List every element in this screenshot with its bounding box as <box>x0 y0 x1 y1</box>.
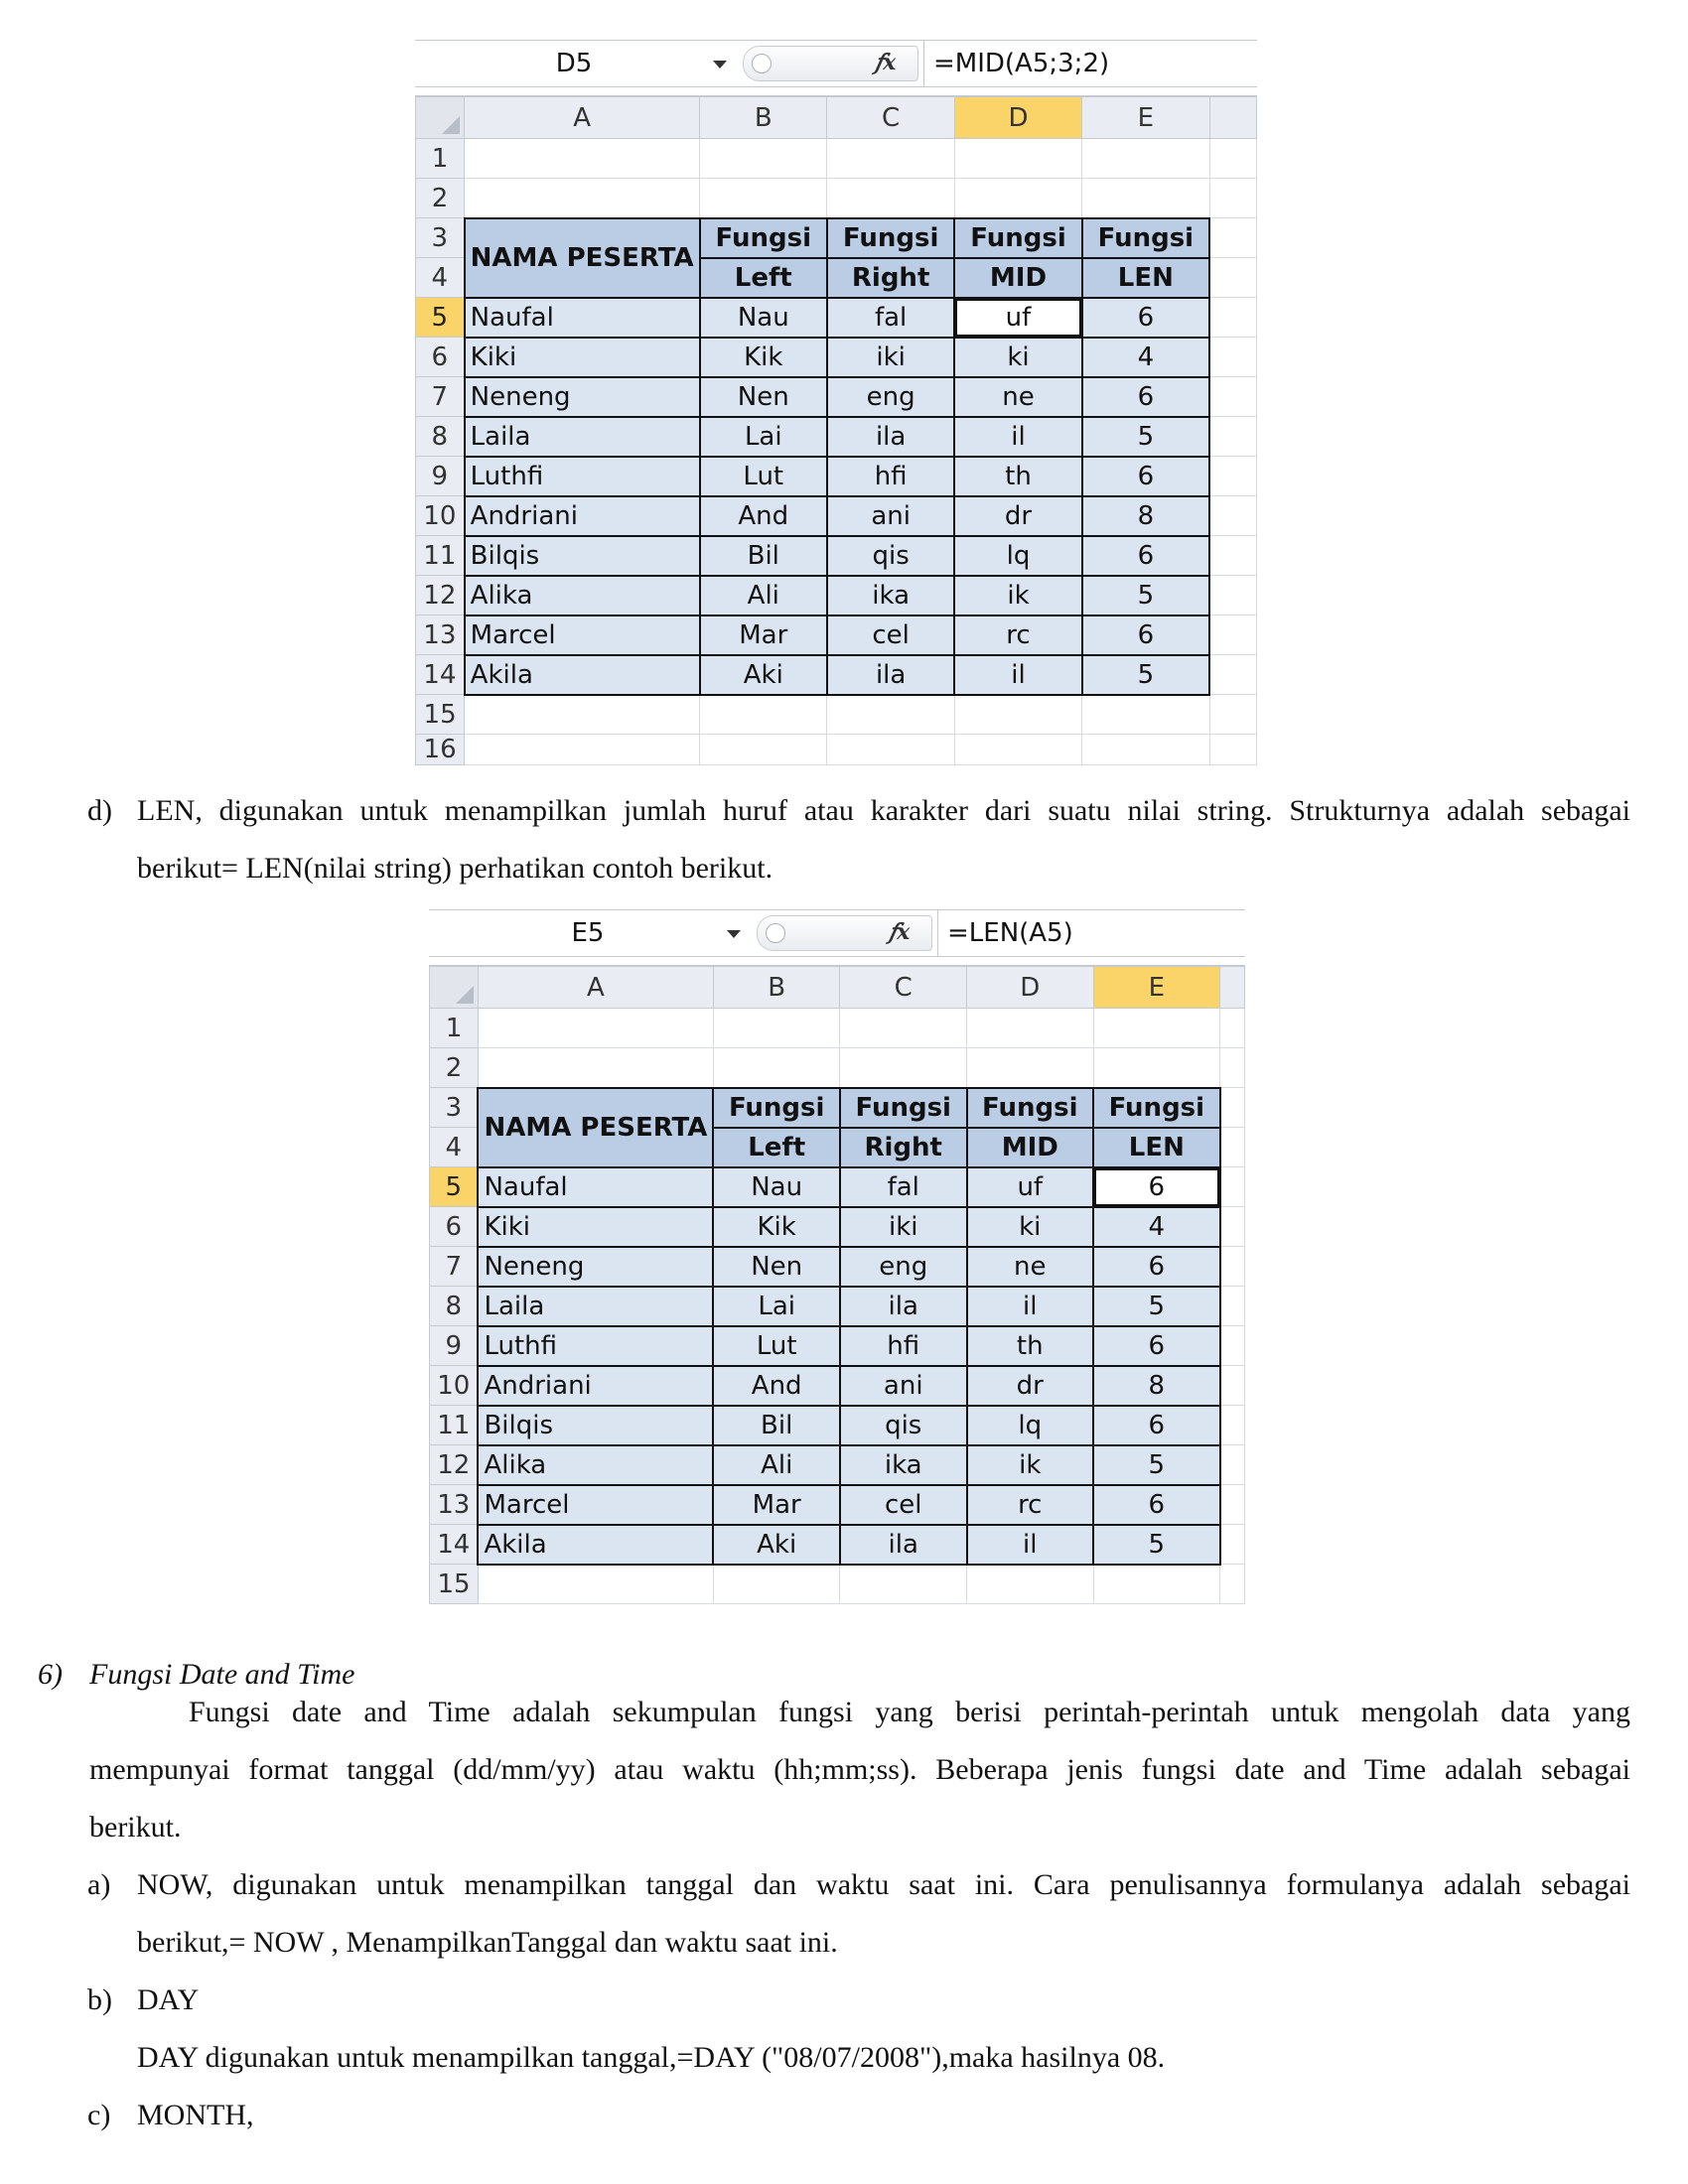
row-header-5[interactable]: 5 <box>430 1167 479 1207</box>
empty-cell[interactable] <box>1220 1088 1245 1128</box>
row-header-14[interactable]: 14 <box>416 655 465 695</box>
column-header-spacer <box>1209 97 1256 139</box>
empty-cell[interactable] <box>713 1048 840 1088</box>
formula-bar-controls <box>757 915 932 951</box>
result-cell[interactable]: Ali <box>713 1445 840 1485</box>
empty-cell[interactable] <box>840 1048 967 1088</box>
participant-name-cell[interactable]: Andriani <box>478 1366 713 1406</box>
empty-cell[interactable] <box>967 1565 1094 1604</box>
empty-cell[interactable] <box>478 1048 713 1088</box>
name-box[interactable]: D5 <box>555 49 593 78</box>
result-cell[interactable]: 6 <box>1093 1406 1220 1445</box>
header-fungsi[interactable]: Fungsi <box>1082 218 1209 258</box>
empty-cell[interactable] <box>700 139 827 179</box>
result-cell[interactable]: Aki <box>713 1525 840 1565</box>
empty-cell[interactable] <box>1209 615 1256 655</box>
formula-bar-controls <box>743 46 918 81</box>
result-cell[interactable]: ika <box>827 576 954 615</box>
empty-cell[interactable] <box>827 735 954 765</box>
empty-cell[interactable] <box>827 695 954 735</box>
result-cell[interactable]: 8 <box>1093 1366 1220 1406</box>
row-header-4[interactable]: 4 <box>430 1128 479 1167</box>
row-header-16[interactable]: 16 <box>416 735 465 765</box>
participant-name-cell[interactable]: Naufal <box>478 1167 713 1207</box>
result-cell[interactable]: ne <box>954 377 1081 417</box>
result-cell[interactable]: ani <box>840 1366 967 1406</box>
result-cell[interactable]: And <box>713 1366 840 1406</box>
column-header-e[interactable]: E <box>1082 97 1209 139</box>
empty-cell[interactable] <box>1220 1009 1245 1048</box>
result-cell[interactable]: 6 <box>1082 457 1209 496</box>
participant-name-cell[interactable]: Akila <box>478 1525 713 1565</box>
empty-cell[interactable] <box>1220 1445 1245 1485</box>
row-header-2[interactable]: 2 <box>430 1048 479 1088</box>
empty-cell[interactable] <box>840 1009 967 1048</box>
result-cell[interactable]: 5 <box>1093 1525 1220 1565</box>
header-fungsi[interactable]: Fungsi <box>1093 1088 1220 1128</box>
column-header-c[interactable]: C <box>827 97 954 139</box>
result-cell[interactable]: And <box>700 496 827 536</box>
result-cell[interactable]: ki <box>954 338 1081 377</box>
participant-name-cell[interactable]: Laila <box>465 417 700 457</box>
empty-cell[interactable] <box>827 139 954 179</box>
result-cell[interactable]: 6 <box>1093 1247 1220 1287</box>
empty-cell[interactable] <box>1209 655 1256 695</box>
empty-cell[interactable] <box>1082 139 1209 179</box>
column-header-a[interactable]: A <box>478 967 713 1009</box>
column-header-b[interactable]: B <box>700 97 827 139</box>
result-cell[interactable]: ila <box>840 1287 967 1326</box>
result-cell[interactable]: Aki <box>700 655 827 695</box>
result-cell[interactable]: 6 <box>1082 615 1209 655</box>
row-header-13[interactable]: 13 <box>416 615 465 655</box>
participant-name-cell[interactable]: Neneng <box>465 377 700 417</box>
empty-cell[interactable] <box>967 1048 1094 1088</box>
fx-icon[interactable]: 𝑓x <box>889 919 911 945</box>
header-fungsi[interactable]: Fungsi <box>713 1088 840 1128</box>
empty-cell[interactable] <box>1220 1287 1245 1326</box>
empty-cell[interactable] <box>1220 1326 1245 1366</box>
result-cell[interactable]: Bil <box>700 536 827 576</box>
header-nama-peserta[interactable]: NAMA PESERTA <box>478 1088 713 1167</box>
result-cell[interactable]: Kik <box>700 338 827 377</box>
result-cell[interactable]: Nau <box>713 1167 840 1207</box>
participant-name-cell[interactable]: Luthfi <box>465 457 700 496</box>
result-cell[interactable]: Nen <box>700 377 827 417</box>
row-header-15[interactable]: 15 <box>430 1565 479 1604</box>
result-cell[interactable]: il <box>954 417 1081 457</box>
participant-name-cell[interactable]: Marcel <box>478 1485 713 1525</box>
result-cell[interactable]: Lut <box>713 1326 840 1366</box>
participant-name-cell[interactable]: Akila <box>465 655 700 695</box>
participant-name-cell[interactable]: Luthfi <box>478 1326 713 1366</box>
row-header-1[interactable]: 1 <box>430 1009 479 1048</box>
participant-name-cell[interactable]: Laila <box>478 1287 713 1326</box>
result-cell[interactable]: Bil <box>713 1406 840 1445</box>
row-header-9[interactable]: 9 <box>416 457 465 496</box>
participant-name-cell[interactable]: Marcel <box>465 615 700 655</box>
row-header-14[interactable]: 14 <box>430 1525 479 1565</box>
result-cell[interactable]: hfi <box>827 457 954 496</box>
empty-cell[interactable] <box>1209 258 1256 298</box>
result-cell[interactable]: Lut <box>700 457 827 496</box>
result-cell[interactable]: ani <box>827 496 954 536</box>
column-header-spacer <box>1220 967 1245 1009</box>
header-fungsi[interactable]: Fungsi <box>840 1088 967 1128</box>
participant-name-cell[interactable]: Alika <box>478 1445 713 1485</box>
formula-bar <box>415 40 1257 87</box>
empty-cell[interactable] <box>1220 1247 1245 1287</box>
result-cell[interactable]: ila <box>827 417 954 457</box>
empty-cell[interactable] <box>700 735 827 765</box>
result-cell[interactable]: 8 <box>1082 496 1209 536</box>
empty-cell[interactable] <box>1082 735 1209 765</box>
participant-name-cell[interactable]: Naufal <box>465 298 700 338</box>
empty-cell[interactable] <box>1209 179 1256 218</box>
day-description: DAY digunakan untuk menampilkan tanggal,=DAY ("08/07/2008"),maka hasilnya 08. <box>137 2041 1166 2074</box>
row-header-8[interactable]: 8 <box>430 1287 479 1326</box>
result-cell[interactable]: dr <box>967 1366 1094 1406</box>
result-cell[interactable]: 5 <box>1093 1287 1220 1326</box>
result-cell[interactable]: Kik <box>713 1207 840 1247</box>
result-cell[interactable]: iki <box>827 338 954 377</box>
column-header-e[interactable]: E <box>1093 967 1220 1009</box>
row-header-3[interactable]: 3 <box>430 1088 479 1128</box>
result-cell[interactable]: Ali <box>700 576 827 615</box>
empty-cell[interactable] <box>1209 457 1256 496</box>
result-cell[interactable]: 5 <box>1082 655 1209 695</box>
row-header-11[interactable]: 11 <box>430 1406 479 1445</box>
empty-cell[interactable] <box>700 695 827 735</box>
list-label-a: a) <box>87 1868 111 1901</box>
participant-name-cell[interactable]: Bilqis <box>478 1406 713 1445</box>
row-header-8[interactable]: 8 <box>416 417 465 457</box>
chevron-down-icon[interactable] <box>727 930 741 938</box>
result-cell[interactable]: 6 <box>1093 1485 1220 1525</box>
result-cell[interactable]: rc <box>967 1485 1094 1525</box>
empty-cell[interactable] <box>1220 1525 1245 1565</box>
result-cell[interactable]: ne <box>967 1247 1094 1287</box>
now-description-line2: berikut,= NOW , MenampilkanTanggal dan waktu saat ini. <box>137 1926 838 1959</box>
empty-cell[interactable] <box>827 179 954 218</box>
header-function-name[interactable]: Left <box>713 1128 840 1167</box>
select-all-corner[interactable] <box>416 97 465 139</box>
participant-name-cell[interactable]: Andriani <box>465 496 700 536</box>
row-header-13[interactable]: 13 <box>430 1485 479 1525</box>
empty-cell[interactable] <box>1209 536 1256 576</box>
result-cell[interactable]: 5 <box>1082 576 1209 615</box>
result-cell[interactable]: qis <box>840 1406 967 1445</box>
empty-cell[interactable] <box>713 1009 840 1048</box>
result-cell[interactable]: Lai <box>713 1287 840 1326</box>
empty-cell[interactable] <box>1082 179 1209 218</box>
row-header-5[interactable]: 5 <box>416 298 465 338</box>
excel-screenshot-len <box>429 909 1245 1604</box>
empty-cell[interactable] <box>1220 1128 1245 1167</box>
row-header-6[interactable]: 6 <box>430 1207 479 1247</box>
empty-cell[interactable] <box>478 1009 713 1048</box>
section-number: 6) <box>38 1658 63 1691</box>
column-header-d[interactable]: D <box>954 97 1081 139</box>
result-cell[interactable]: cel <box>840 1485 967 1525</box>
result-cell[interactable]: 6 <box>1093 1167 1220 1207</box>
result-cell[interactable]: 5 <box>1082 417 1209 457</box>
result-cell[interactable]: ik <box>967 1445 1094 1485</box>
fx-icon[interactable]: 𝑓x <box>875 50 897 75</box>
len-description-line2: berikut= LEN(nilai string) perhatikan contoh berikut. <box>137 852 774 885</box>
result-cell[interactable]: hfi <box>840 1326 967 1366</box>
row-header-11[interactable]: 11 <box>416 536 465 576</box>
header-function-name[interactable]: Right <box>840 1128 967 1167</box>
empty-cell[interactable] <box>1209 735 1256 765</box>
result-cell[interactable]: il <box>967 1287 1094 1326</box>
header-nama-peserta[interactable]: NAMA PESERTA <box>465 218 700 298</box>
header-fungsi[interactable]: Fungsi <box>954 218 1081 258</box>
result-cell[interactable]: eng <box>840 1247 967 1287</box>
excel-screenshot-mid <box>415 40 1257 765</box>
result-cell[interactable]: eng <box>827 377 954 417</box>
result-cell[interactable]: 6 <box>1082 377 1209 417</box>
resize-handle-icon[interactable] <box>752 54 772 73</box>
result-cell[interactable]: lq <box>967 1406 1094 1445</box>
empty-cell[interactable] <box>465 139 700 179</box>
formula-input[interactable]: =MID(A5;3;2) <box>933 49 1110 78</box>
empty-cell[interactable] <box>713 1565 840 1604</box>
result-cell[interactable]: th <box>954 457 1081 496</box>
now-description-line1: NOW, digunakan untuk menampilkan tanggal dan waktu saat ini. Cara penulisannya formulanya adalah sebagai <box>137 1868 1630 1901</box>
result-cell[interactable]: il <box>967 1525 1094 1565</box>
result-cell[interactable]: 6 <box>1093 1326 1220 1366</box>
empty-cell[interactable] <box>954 735 1081 765</box>
result-cell[interactable]: fal <box>827 298 954 338</box>
empty-cell[interactable] <box>700 179 827 218</box>
empty-cell[interactable] <box>1209 496 1256 536</box>
section-paragraph-line2: mempunyai format tanggal (dd/mm/yy) atau waktu (hh;mm;ss). Beberapa jenis fungsi date and Time adalah sebagai <box>89 1753 1630 1786</box>
empty-cell[interactable] <box>954 139 1081 179</box>
result-cell[interactable]: dr <box>954 496 1081 536</box>
row-header-15[interactable]: 15 <box>416 695 465 735</box>
result-cell[interactable]: Nen <box>713 1247 840 1287</box>
empty-cell[interactable] <box>1209 218 1256 258</box>
row-header-1[interactable]: 1 <box>416 139 465 179</box>
header-fungsi[interactable]: Fungsi <box>827 218 954 258</box>
empty-cell[interactable] <box>465 179 700 218</box>
empty-cell[interactable] <box>1093 1565 1220 1604</box>
empty-cell[interactable] <box>967 1009 1094 1048</box>
list-label-d: d) <box>87 794 112 827</box>
row-header-3[interactable]: 3 <box>416 218 465 258</box>
header-function-name[interactable]: Right <box>827 258 954 298</box>
empty-cell[interactable] <box>1220 1207 1245 1247</box>
empty-cell[interactable] <box>478 1565 713 1604</box>
result-cell[interactable]: Mar <box>700 615 827 655</box>
worksheet-grid <box>415 96 1257 765</box>
row-header-9[interactable]: 9 <box>430 1326 479 1366</box>
column-header-a[interactable]: A <box>465 97 700 139</box>
header-function-name[interactable]: Left <box>700 258 827 298</box>
empty-cell[interactable] <box>1209 338 1256 377</box>
row-header-12[interactable]: 12 <box>416 576 465 615</box>
result-cell[interactable]: ila <box>827 655 954 695</box>
empty-cell[interactable] <box>1220 1565 1245 1604</box>
result-cell[interactable]: qis <box>827 536 954 576</box>
section-paragraph-line1: Fungsi date and Time adalah sekumpulan fungsi yang berisi perintah-perintah untuk mengolah data yang <box>189 1696 1630 1728</box>
participant-name-cell[interactable]: Kiki <box>478 1207 713 1247</box>
empty-cell[interactable] <box>1093 1009 1220 1048</box>
empty-cell[interactable] <box>1209 576 1256 615</box>
resize-handle-icon[interactable] <box>766 923 785 943</box>
formula-input[interactable]: =LEN(A5) <box>947 918 1073 948</box>
row-header-10[interactable]: 10 <box>430 1366 479 1406</box>
participant-name-cell[interactable]: Alika <box>465 576 700 615</box>
header-function-name[interactable]: MID <box>954 258 1081 298</box>
empty-cell[interactable] <box>954 695 1081 735</box>
result-cell[interactable]: Nau <box>700 298 827 338</box>
list-label-b: b) <box>87 1983 112 2016</box>
column-header-b[interactable]: B <box>713 967 840 1009</box>
header-function-name[interactable]: MID <box>967 1128 1094 1167</box>
result-cell[interactable]: ki <box>967 1207 1094 1247</box>
len-description-line1: LEN, digunakan untuk menampilkan jumlah huruf atau karakter dari suatu nilai string. Strukturnya adalah sebagai <box>137 794 1630 827</box>
chevron-down-icon[interactable] <box>713 61 727 68</box>
result-cell[interactable]: 6 <box>1082 536 1209 576</box>
header-fungsi[interactable]: Fungsi <box>967 1088 1094 1128</box>
result-cell[interactable]: ik <box>954 576 1081 615</box>
participant-name-cell[interactable]: Neneng <box>478 1247 713 1287</box>
result-cell[interactable]: uf <box>954 298 1081 338</box>
column-header-d[interactable]: D <box>967 967 1094 1009</box>
row-header-12[interactable]: 12 <box>430 1445 479 1485</box>
participant-name-cell[interactable]: Kiki <box>465 338 700 377</box>
result-cell[interactable]: iki <box>840 1207 967 1247</box>
result-cell[interactable]: cel <box>827 615 954 655</box>
row-header-10[interactable]: 10 <box>416 496 465 536</box>
result-cell[interactable]: lq <box>954 536 1081 576</box>
result-cell[interactable]: th <box>967 1326 1094 1366</box>
select-all-corner[interactable] <box>430 967 479 1009</box>
month-heading: MONTH, <box>137 2099 254 2131</box>
result-cell[interactable]: 4 <box>1082 338 1209 377</box>
empty-cell[interactable] <box>1220 1167 1245 1207</box>
participant-name-cell[interactable]: Bilqis <box>465 536 700 576</box>
header-function-name[interactable]: LEN <box>1082 258 1209 298</box>
empty-cell[interactable] <box>1082 695 1209 735</box>
row-header-4[interactable]: 4 <box>416 258 465 298</box>
header-fungsi[interactable]: Fungsi <box>700 218 827 258</box>
result-cell[interactable]: 4 <box>1093 1207 1220 1247</box>
column-header-c[interactable]: C <box>840 967 967 1009</box>
section-paragraph-line3: berikut. <box>89 1811 182 1843</box>
result-cell[interactable]: rc <box>954 615 1081 655</box>
empty-cell[interactable] <box>954 179 1081 218</box>
formula-bar <box>429 909 1245 957</box>
result-cell[interactable]: fal <box>840 1167 967 1207</box>
empty-cell[interactable] <box>1220 1366 1245 1406</box>
list-label-c: c) <box>87 2099 111 2131</box>
result-cell[interactable]: Lai <box>700 417 827 457</box>
worksheet-grid <box>429 966 1245 1604</box>
result-cell[interactable]: Mar <box>713 1485 840 1525</box>
row-header-2[interactable]: 2 <box>416 179 465 218</box>
empty-cell[interactable] <box>1209 417 1256 457</box>
result-cell[interactable]: uf <box>967 1167 1094 1207</box>
result-cell[interactable]: ika <box>840 1445 967 1485</box>
empty-cell[interactable] <box>1209 298 1256 338</box>
section-title: Fungsi Date and Time <box>89 1658 355 1691</box>
result-cell[interactable]: 5 <box>1093 1445 1220 1485</box>
empty-cell[interactable] <box>1093 1048 1220 1088</box>
empty-cell[interactable] <box>1220 1048 1245 1088</box>
row-header-7[interactable]: 7 <box>416 377 465 417</box>
empty-cell[interactable] <box>1209 139 1256 179</box>
row-header-6[interactable]: 6 <box>416 338 465 377</box>
empty-cell[interactable] <box>1209 695 1256 735</box>
empty-cell[interactable] <box>1220 1485 1245 1525</box>
name-box[interactable]: E5 <box>571 918 605 948</box>
empty-cell[interactable] <box>1209 377 1256 417</box>
empty-cell[interactable] <box>1220 1406 1245 1445</box>
day-heading: DAY <box>137 1983 200 2016</box>
row-header-7[interactable]: 7 <box>430 1247 479 1287</box>
header-function-name[interactable]: LEN <box>1093 1128 1220 1167</box>
empty-cell[interactable] <box>465 735 700 765</box>
result-cell[interactable]: il <box>954 655 1081 695</box>
result-cell[interactable]: 6 <box>1082 298 1209 338</box>
result-cell[interactable]: ila <box>840 1525 967 1565</box>
empty-cell[interactable] <box>465 695 700 735</box>
empty-cell[interactable] <box>840 1565 967 1604</box>
